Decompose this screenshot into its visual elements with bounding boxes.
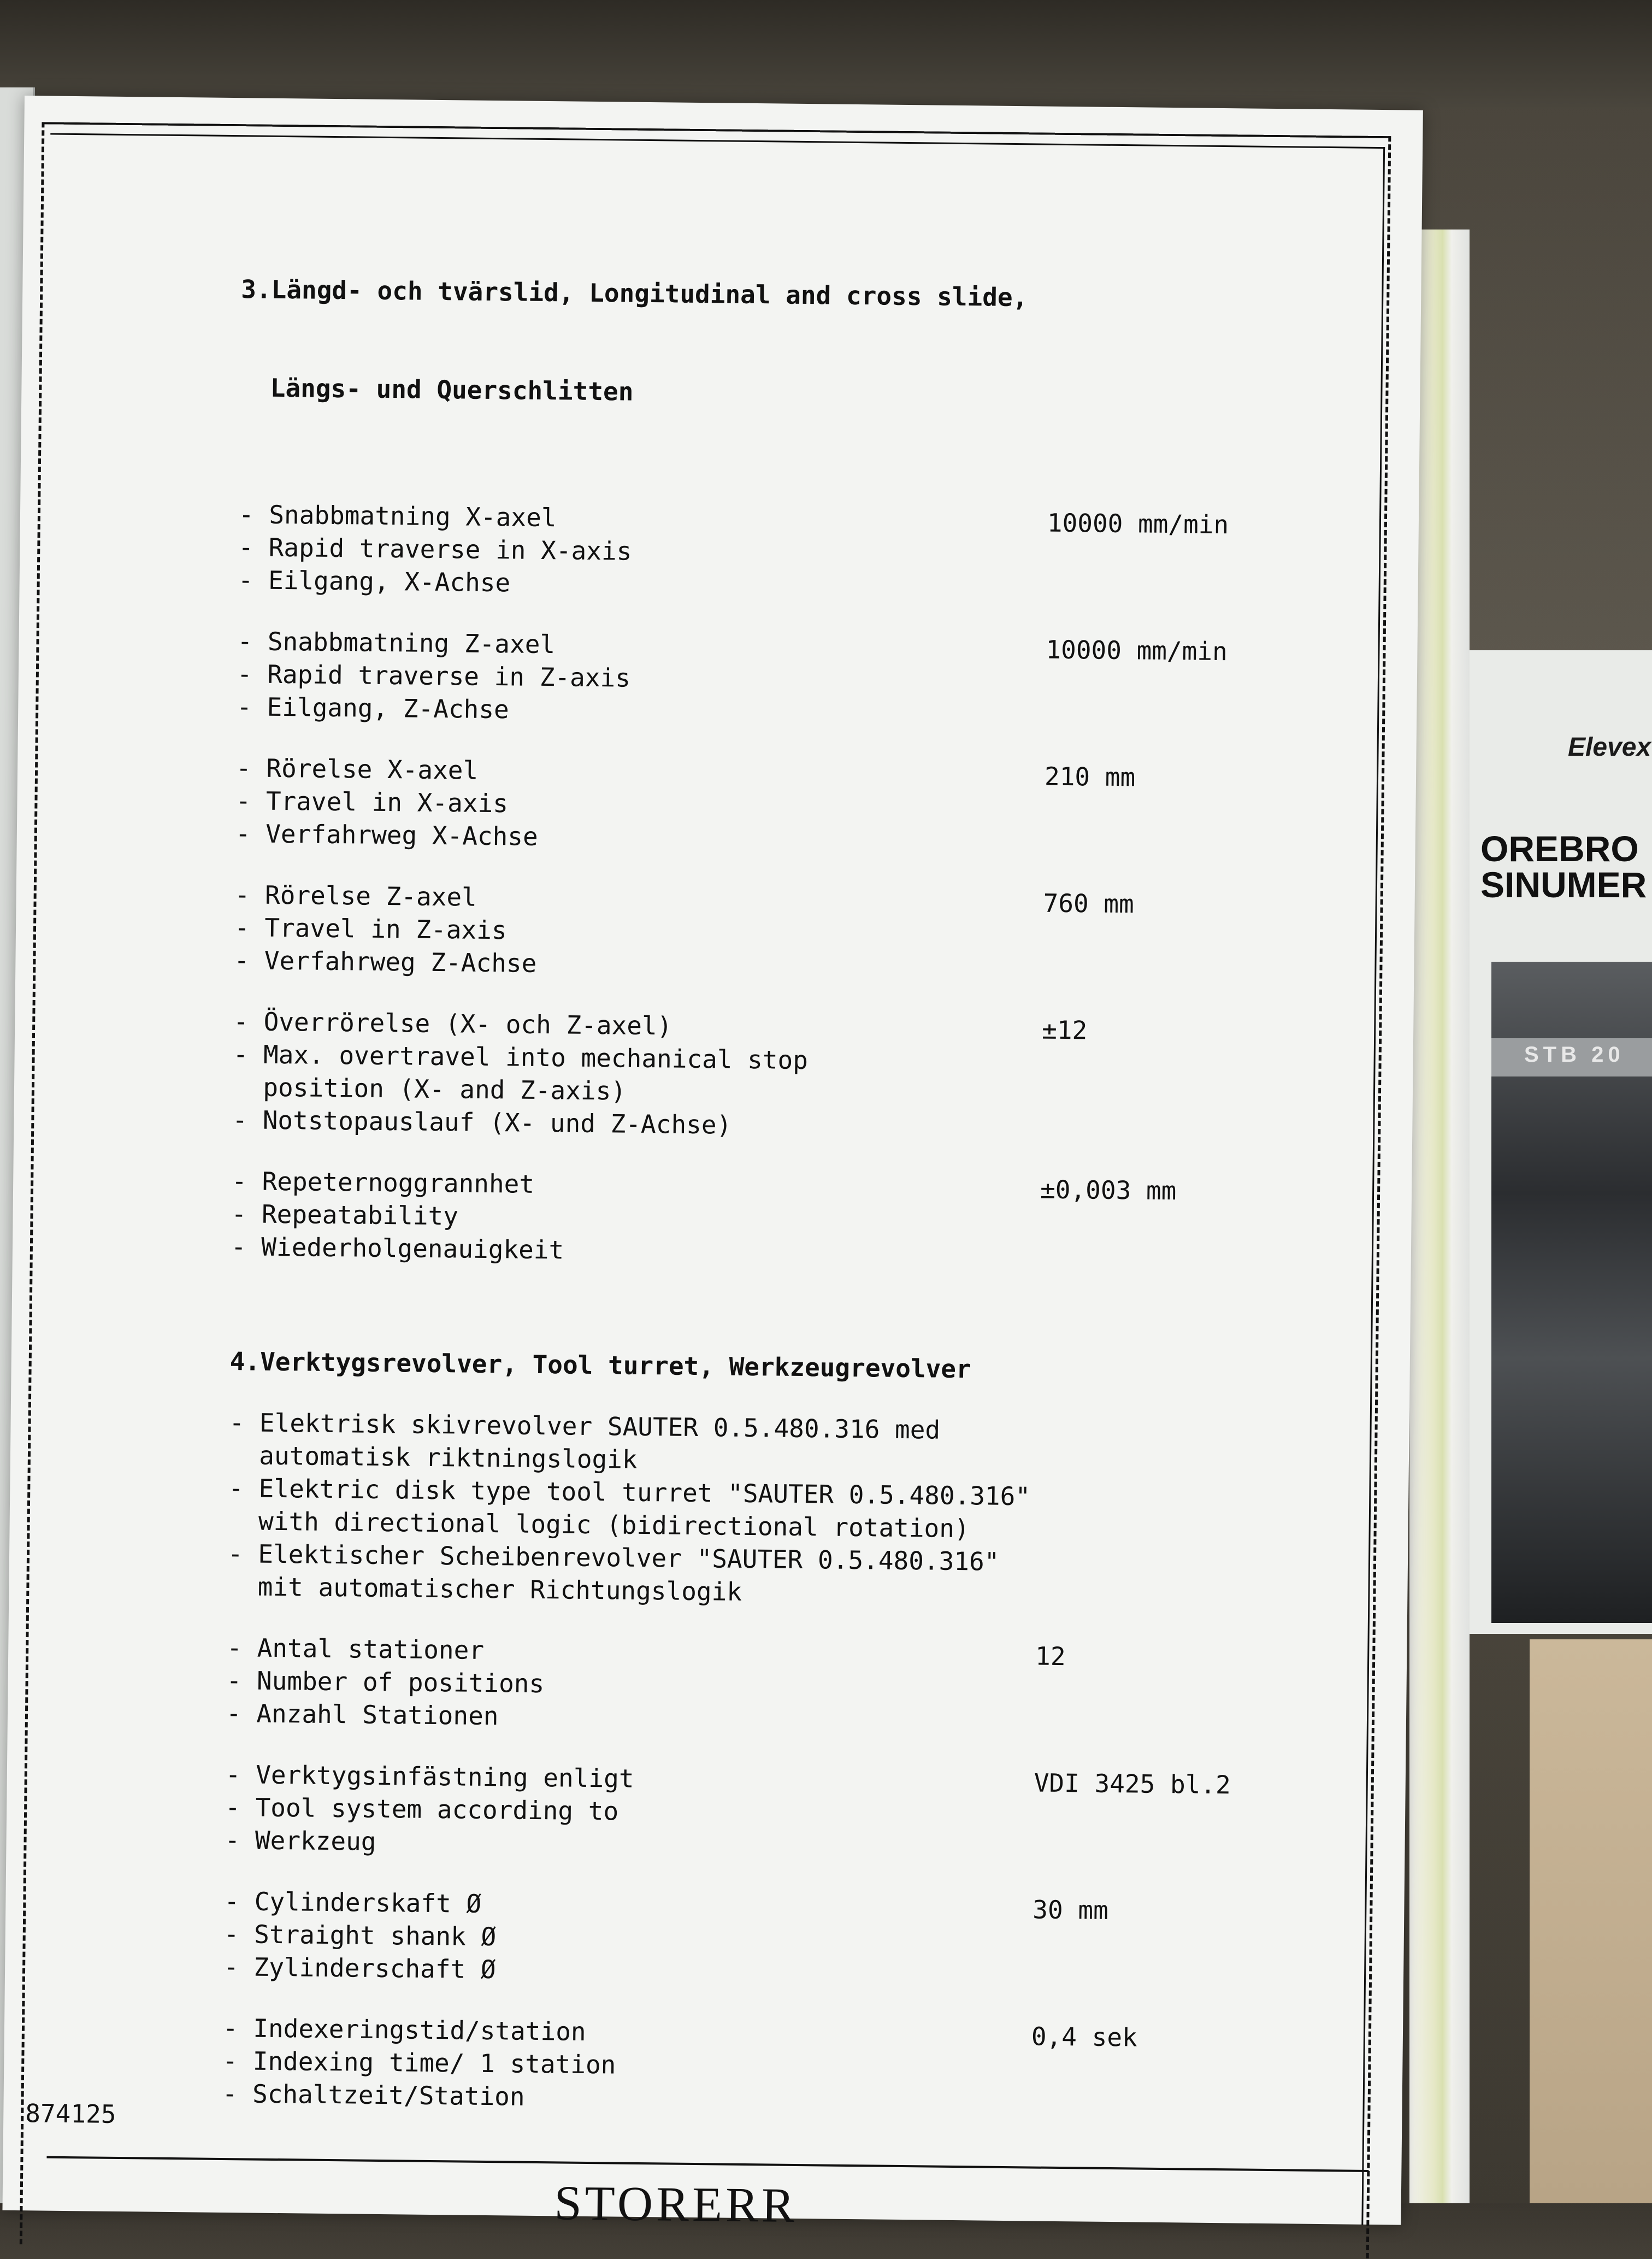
spec-value: 10000 mm/min bbox=[1046, 634, 1228, 667]
document-number: 874125 bbox=[25, 2098, 116, 2129]
section4-description bbox=[227, 1406, 1322, 1614]
section3-spec-list bbox=[231, 498, 1332, 1274]
booklet-brand: Elevex bbox=[1568, 733, 1651, 762]
spec-value: ±0,003 mm bbox=[1040, 1174, 1177, 1206]
document-page bbox=[2, 96, 1423, 2233]
spec-label: - Repeternoggrannhet bbox=[231, 1166, 535, 1199]
spec-label: - Anzahl Stationen bbox=[226, 1698, 499, 1731]
spec-label: - Number of positions bbox=[226, 1666, 545, 1699]
spec-group bbox=[226, 1631, 1320, 1741]
spec-group bbox=[222, 2011, 1315, 2121]
spec-label: - Snabbmatning Z-axel bbox=[237, 626, 556, 660]
spec-label: - Rapid traverse in X-axis bbox=[238, 532, 632, 566]
spec-value: 10000 mm/min bbox=[1047, 508, 1229, 540]
spec-label: - Indexeringstid/station bbox=[222, 2013, 586, 2046]
spec-label: position (X- and Z-axis) bbox=[232, 1072, 627, 1106]
spec-label: - Verfahrweg Z-Achse bbox=[234, 945, 537, 978]
spec-group bbox=[232, 1005, 1326, 1148]
spec-group bbox=[237, 625, 1330, 734]
booklet-title bbox=[1480, 828, 1647, 905]
spec-label: - Wiederholgenauigkeit bbox=[231, 1232, 564, 1265]
spec-group bbox=[238, 498, 1331, 608]
spec-label: - Repeatability bbox=[231, 1199, 459, 1231]
booklet-title-line2: SINUMER bbox=[1480, 864, 1647, 905]
spec-label: - Straight shank Ø bbox=[223, 1919, 497, 1952]
spec-label: - Överrörelse (X- och Z-axel) bbox=[233, 1007, 672, 1041]
turret-description-line: automatisk riktningslogik bbox=[228, 1440, 638, 1474]
spec-label: - Notstopauslauf (X- und Z-Achse) bbox=[232, 1105, 732, 1140]
spec-group bbox=[223, 1885, 1317, 1995]
spec-value: 30 mm bbox=[1032, 1895, 1109, 1925]
spec-group bbox=[235, 751, 1329, 861]
spec-label: - Zylinderschaft Ø bbox=[223, 1952, 496, 1985]
spec-value: 0,4 sek bbox=[1031, 2021, 1138, 2052]
spec-label: - Indexing time/ 1 station bbox=[222, 2045, 616, 2080]
background-wall bbox=[0, 0, 1652, 109]
spec-label: - Travel in Z-axis bbox=[234, 913, 507, 945]
spec-label: - Verktygsinfästning enligt bbox=[225, 1760, 634, 1793]
turret-description-line: - Elektischer Scheibenrevolver "SAUTER 0.5.480.316" bbox=[227, 1539, 1000, 1576]
spec-group bbox=[225, 1758, 1318, 1868]
spec-label: - Eilgang, Z-Achse bbox=[237, 692, 510, 725]
spec-group bbox=[231, 1164, 1325, 1274]
spec-label: - Snabbmatning X-axel bbox=[238, 499, 557, 533]
turret-description-line: - Elektrisk skivrevolver SAUTER 0.5.480.316 med bbox=[229, 1408, 941, 1445]
spec-label: - Eilgang, X-Achse bbox=[238, 565, 511, 598]
turret-description-line: mit automatischer Richtungslogik bbox=[227, 1572, 742, 1607]
spec-document bbox=[222, 207, 1334, 2121]
spec-value: VDI 3425 bl.2 bbox=[1034, 1768, 1231, 1800]
spec-value: 210 mm bbox=[1044, 761, 1136, 792]
spec-value: 760 mm bbox=[1043, 888, 1135, 919]
spec-label: - Rörelse X-axel bbox=[235, 753, 479, 785]
booklet-badge: STB 20 bbox=[1524, 1043, 1625, 1067]
spec-label: - Travel in X-axis bbox=[235, 786, 509, 819]
spec-group bbox=[234, 878, 1328, 988]
spec-label: - Cylinderskaft Ø bbox=[224, 1886, 482, 1919]
spec-label: - Rapid traverse in Z-axis bbox=[237, 659, 631, 693]
turret-description-line: with directional logic (bidirectional rotation) bbox=[228, 1506, 970, 1544]
company-logo: STORERR bbox=[554, 2176, 798, 2233]
section4-spec-list bbox=[222, 1631, 1319, 2121]
booklet-title-line1: OREBRO bbox=[1480, 828, 1639, 869]
spec-label: - Schaltzeit/Station bbox=[222, 2078, 525, 2111]
turret-description-line: - Elektric disk type tool turret "SAUTER 0.5.480.316" bbox=[228, 1473, 1031, 1511]
background-cardboard bbox=[1530, 1639, 1652, 2203]
spec-value: 12 bbox=[1035, 1641, 1066, 1672]
section3-heading-line2: Längs- und Querschlitten bbox=[240, 373, 634, 407]
section3-heading-line1: 3.Längd- och tvärslid, Longitudinal and cross slide, bbox=[241, 274, 1028, 313]
spec-value: ±12 bbox=[1041, 1015, 1088, 1045]
spec-label: - Antal stationer bbox=[226, 1633, 485, 1665]
section4-heading: 4.Verktygsrevolver, Tool turret, Werkzeugrevolver bbox=[229, 1346, 972, 1384]
spec-label: - Tool system according to bbox=[225, 1792, 619, 1826]
spec-label: - Verfahrweg X-Achse bbox=[235, 819, 539, 851]
spec-label: - Rörelse Z-axel bbox=[234, 880, 477, 912]
spec-label: - Max. overtravel into mechanical stop bbox=[233, 1039, 809, 1075]
spec-label: - Werkzeug bbox=[225, 1825, 376, 1856]
section3-heading bbox=[239, 207, 1335, 481]
